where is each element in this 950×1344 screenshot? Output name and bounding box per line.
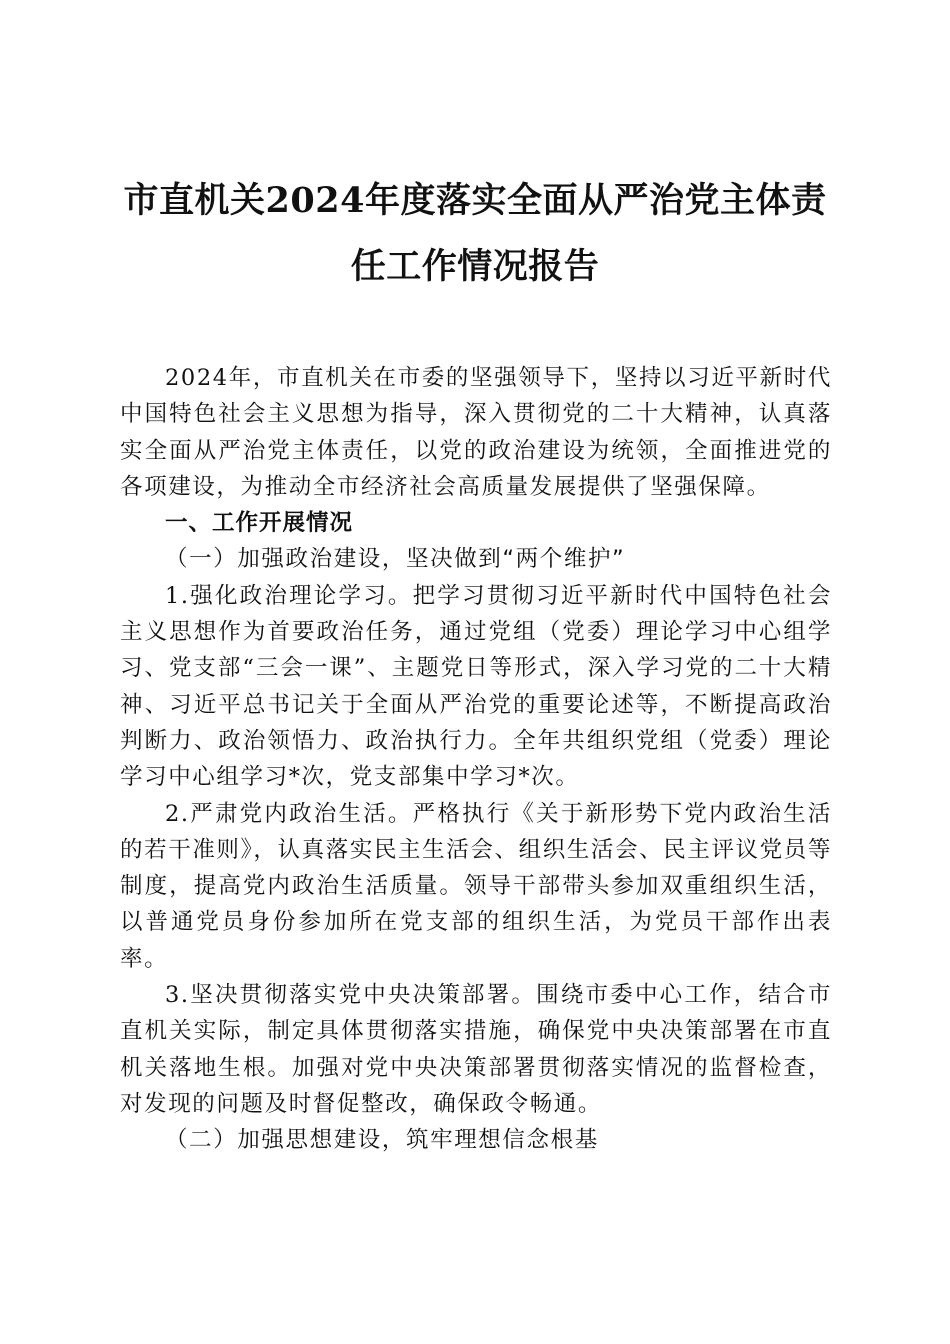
title-line-2: 任工作情况报告 [350,246,600,287]
paragraph-item-3: 3.坚决贯彻落实党中央决策部署。围绕市委中心工作，结合市直机关实际，制定具体贯彻落实措施，确保党中央决策部署在市直机关落地生根。加强对党中央决策部署贯彻落实情况的监督检查，对发现的问题及时督促整改，确保政令畅通。 [120,982,832,1117]
paragraph-item-1: 1.强化政治理论学习。把学习贯彻习近平新时代中国特色社会主义思想作为首要政治任务，通过党组（党委）理论学习中心组学习、党支部“三会一课”、主题党日等形式，深入学习党的二十大精神、习近平总书记关于全面从严治党的重要论述等，不断提高政治判断力、政治领悟力、政治执行力。全年共组织党组（党委）理论学习中心组学习*次，党支部集中学习*次。 [120,582,832,791]
section-heading-1: 一、工作开展情况 [165,510,354,537]
intro-paragraph: 2024年，市直机关在市委的坚强领导下，坚持以习近平新时代中国特色社会主义思想为指导，深入贯彻党的二十大精神，认真落实全面从严治党主体责任，以党的政治建设为统领，全面推进党的各项建设，为推动全市经济社会高质量发展提供了坚强保障。 [120,365,832,500]
document-body [120,360,832,1159]
paragraph-item-2: 2.严肃党内政治生活。严格执行《关于新形势下党内政治生活的若干准则》，认真落实民主生活会、组织生活会、民主评议党员等制度，提高党内政治生活质量。领导干部带头参加双重组织生活，以普通党员身份参加所在党支部的组织生活，为党员干部作出表率。 [120,800,832,972]
title-line-1: 市直机关2024年度落实全面从严治党主体责 [123,180,827,221]
page-title [100,168,850,300]
subsection-heading-1: （一）加强政治建设，坚决做到“两个维护” [165,546,626,573]
subsection-heading-2: （二）加强思想建设，筑牢理想信念根基 [165,1127,599,1154]
